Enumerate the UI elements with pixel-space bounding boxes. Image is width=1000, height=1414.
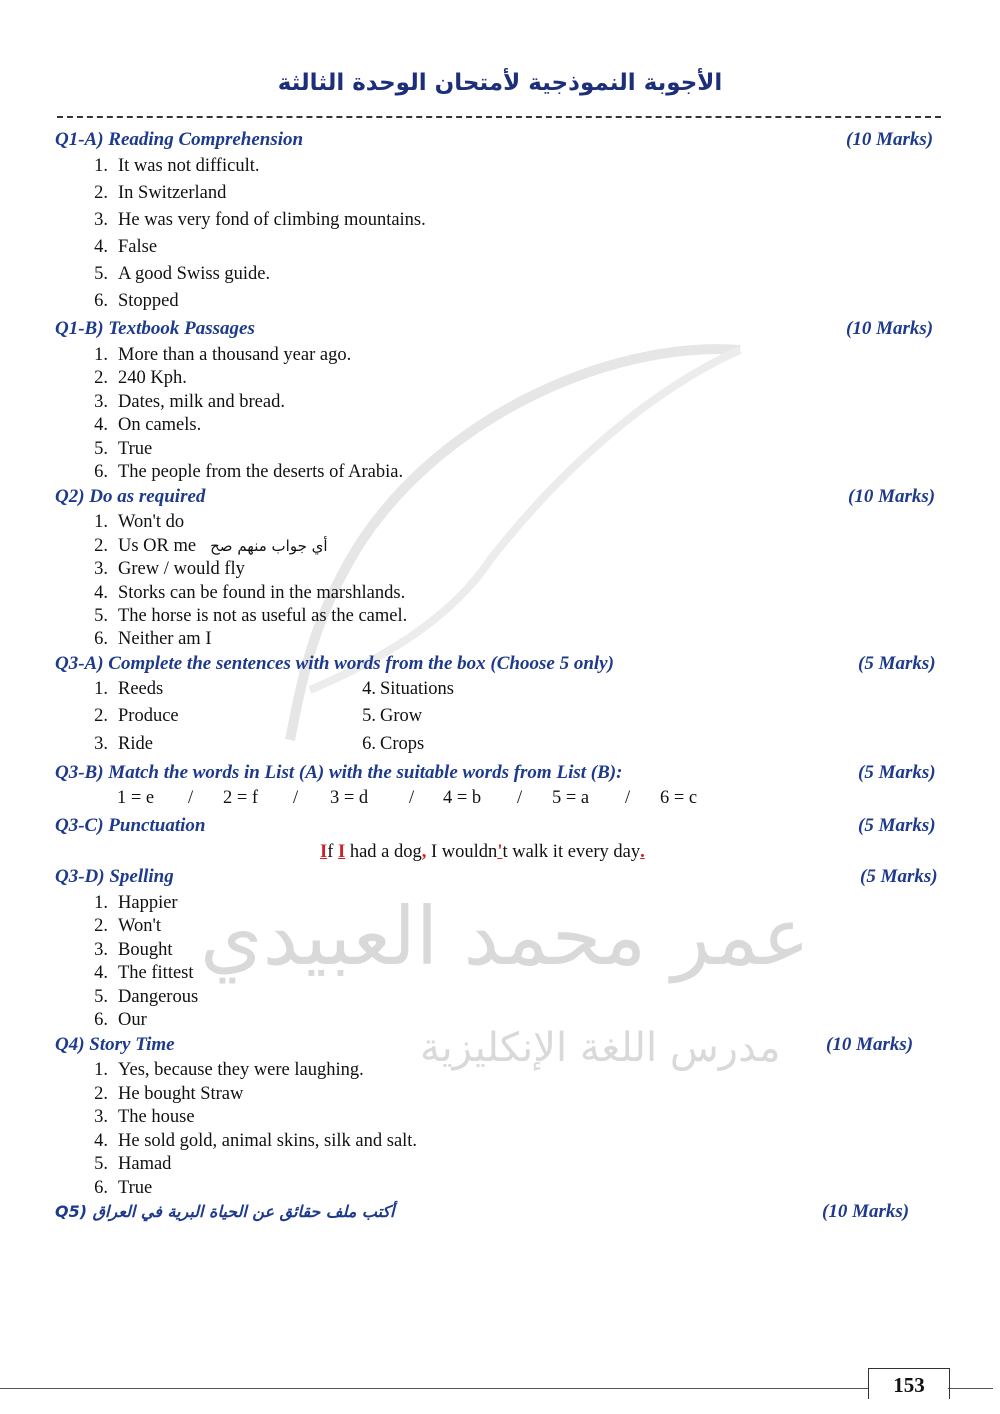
item-number: 2. [94,536,108,556]
item-number: 3. [94,734,108,754]
item-text: Bought [118,940,173,960]
sentence-text: I wouldn [426,842,498,862]
list-item [78,1153,171,1175]
match-pair: 4 = b [443,788,482,808]
list-item [78,1106,195,1128]
section-heading: Q4) Story Time [55,1034,175,1055]
match-pair: 1 = e [117,788,155,808]
item-number: 5. [94,987,108,1007]
item-text: On camels. [118,415,202,435]
list-item [78,414,201,436]
item-number: 5. [362,706,376,726]
item-text: Yes, because they were laughing. [118,1060,364,1080]
list-item [78,582,405,604]
item-text: The horse is not as useful as the camel. [118,606,408,626]
page-title: الأجوبة النموذجية لأمتحان الوحدة الثالثة [277,70,723,96]
item-text: Situations [380,679,455,699]
match-pair: 6 = c [660,788,698,808]
item-text: Ride [118,734,153,754]
item-text: Grew / would fly [118,559,245,579]
list-item [360,678,454,700]
item-number: 4. [94,963,108,983]
section-heading: Q2) Do as required [55,486,206,507]
item-number: 6. [94,462,108,482]
item-text: Storks can be found in the marshlands. [118,583,406,603]
pair-separator: / [409,788,415,808]
list-item [87,733,153,755]
item-text: False [118,237,158,257]
item-number: 3. [94,559,108,579]
list-item [78,1177,152,1199]
corrected-mark: I [320,842,328,862]
punctuation-sentence [320,841,645,863]
arabic-note: أي جواب منهم صح [210,537,328,555]
list-item [78,461,403,483]
pair-separator: / [188,788,194,808]
item-text: He was very fond of climbing mountains. [118,210,426,230]
corrected-mark: . [640,842,645,862]
corrected-mark: ' [497,842,503,862]
list-item [87,678,163,700]
item-text: Our [118,1010,147,1030]
item-number: 6. [94,629,108,649]
item-text: True [118,1178,153,1198]
section-heading: Q1-A) Reading Comprehension [55,129,304,150]
item-text: Happier [118,893,178,913]
item-text: Grow [380,706,423,726]
list-item [78,535,328,557]
item-text: Dangerous [118,987,199,1007]
section-heading: Q3-C) Punctuation [55,815,206,836]
section-marks: (10 Marks) [846,129,934,150]
list-item [78,182,226,204]
list-item [78,438,152,460]
footer-line [0,1388,868,1389]
pair-separator: / [517,788,523,808]
section-marks: (10 Marks) [848,486,936,507]
pair-separator: / [293,788,299,808]
section-marks: (5 Marks) [860,866,938,887]
list-item [78,155,259,177]
list-item [78,558,245,580]
section-heading: Q5) أكتب ملف حقائق عن الحياة البرية في العراق [55,1202,395,1221]
list-item [78,962,194,984]
item-text: Us OR me [118,536,197,556]
item-number: 5. [94,439,108,459]
item-text: Neither am I [118,629,212,649]
list-item [78,236,157,258]
divider [57,116,941,118]
watermark-name: عمر محمد العبيدي [200,890,810,983]
item-text: It was not difficult. [118,156,260,176]
item-number: 3. [94,392,108,412]
match-pair: 5 = a [552,788,590,808]
item-number: 4. [94,583,108,603]
section-heading: Q3-D) Spelling [55,866,174,887]
corrected-mark: I [338,842,346,862]
item-number: 3. [94,1107,108,1127]
match-pair: 2 = f [223,788,259,808]
list-item [78,605,407,627]
item-text: More than a thousand year ago. [118,345,352,365]
section-heading: Q3-A) Complete the sentences with words from the box (Choose 5 only) [55,653,614,674]
section-heading: Q1-B) Textbook Passages [55,318,255,339]
sentence-text: had a dog [345,842,422,862]
item-number: 1. [94,156,108,176]
list-item [78,511,184,533]
pair-separator: / [625,788,631,808]
item-number: 2. [94,1084,108,1104]
page-number: 153 [868,1368,950,1399]
item-text: Won't do [118,512,185,532]
item-text: He bought Straw [118,1084,244,1104]
list-item [78,391,285,413]
item-number: 5. [94,264,108,284]
list-item [78,367,187,389]
list-item [78,1009,147,1031]
section-marks: (5 Marks) [858,762,936,783]
item-text: Reeds [118,679,164,699]
item-number: 1. [94,512,108,532]
item-text: 240 Kph. [118,368,187,388]
list-item [78,290,179,312]
item-number: 1. [94,893,108,913]
item-number: 4. [362,679,376,699]
item-text: The people from the deserts of Arabia. [118,462,404,482]
item-number: 1. [94,1060,108,1080]
section-marks: (10 Marks) [846,318,934,339]
list-item [360,733,424,755]
item-number: 1. [94,345,108,365]
item-text: In Switzerland [118,183,227,203]
item-text: The house [118,1107,195,1127]
list-item [360,705,422,727]
item-number: 6. [94,1178,108,1198]
item-text: Crops [380,734,425,754]
item-number: 2. [94,183,108,203]
list-item [78,263,270,285]
list-item [78,939,172,961]
section-heading: Q3-B) Match the words in List (A) with the suitable words from List (B): [55,762,623,783]
sentence-text: t walk it every day [502,842,641,862]
item-number: 6. [362,734,376,754]
section-marks: (5 Marks) [858,815,936,836]
item-text: A good Swiss guide. [118,264,271,284]
section-marks: (5 Marks) [858,653,936,674]
list-item [78,344,351,366]
item-number: 4. [94,1131,108,1151]
item-number: 2. [94,706,108,726]
list-item [78,892,178,914]
item-text: Produce [118,706,179,726]
list-item [78,915,161,937]
item-text: Won't [118,916,161,936]
list-item [78,1083,243,1105]
watermark-role: مدرس اللغة الإنكليزية [420,1025,781,1071]
list-item [78,1130,417,1152]
item-text: Dates, milk and bread. [118,392,285,412]
item-text: True [118,439,153,459]
item-text: Stopped [118,291,179,311]
item-number: 3. [94,210,108,230]
item-text: The fittest [118,963,194,983]
list-item [87,705,179,727]
item-number: 1. [94,679,108,699]
list-item [78,209,426,231]
item-text: He sold gold, animal skins, silk and salt. [118,1131,418,1151]
corrected-mark: , [421,842,427,862]
section-marks: (10 Marks) [822,1201,910,1222]
footer-line [948,1388,993,1389]
match-pair: 3 = d [330,788,369,808]
section-marks: (10 Marks) [826,1034,914,1055]
list-item [78,1059,364,1081]
item-number: 2. [94,916,108,936]
item-number: 4. [94,237,108,257]
item-number: 2. [94,368,108,388]
item-number: 5. [94,606,108,626]
list-item [78,986,198,1008]
sentence-text: f [327,842,338,862]
item-number: 4. [94,415,108,435]
item-number: 6. [94,1010,108,1030]
item-number: 5. [94,1154,108,1174]
item-number: 6. [94,291,108,311]
list-item [78,628,212,650]
item-number: 3. [94,940,108,960]
item-text: Hamad [118,1154,172,1174]
